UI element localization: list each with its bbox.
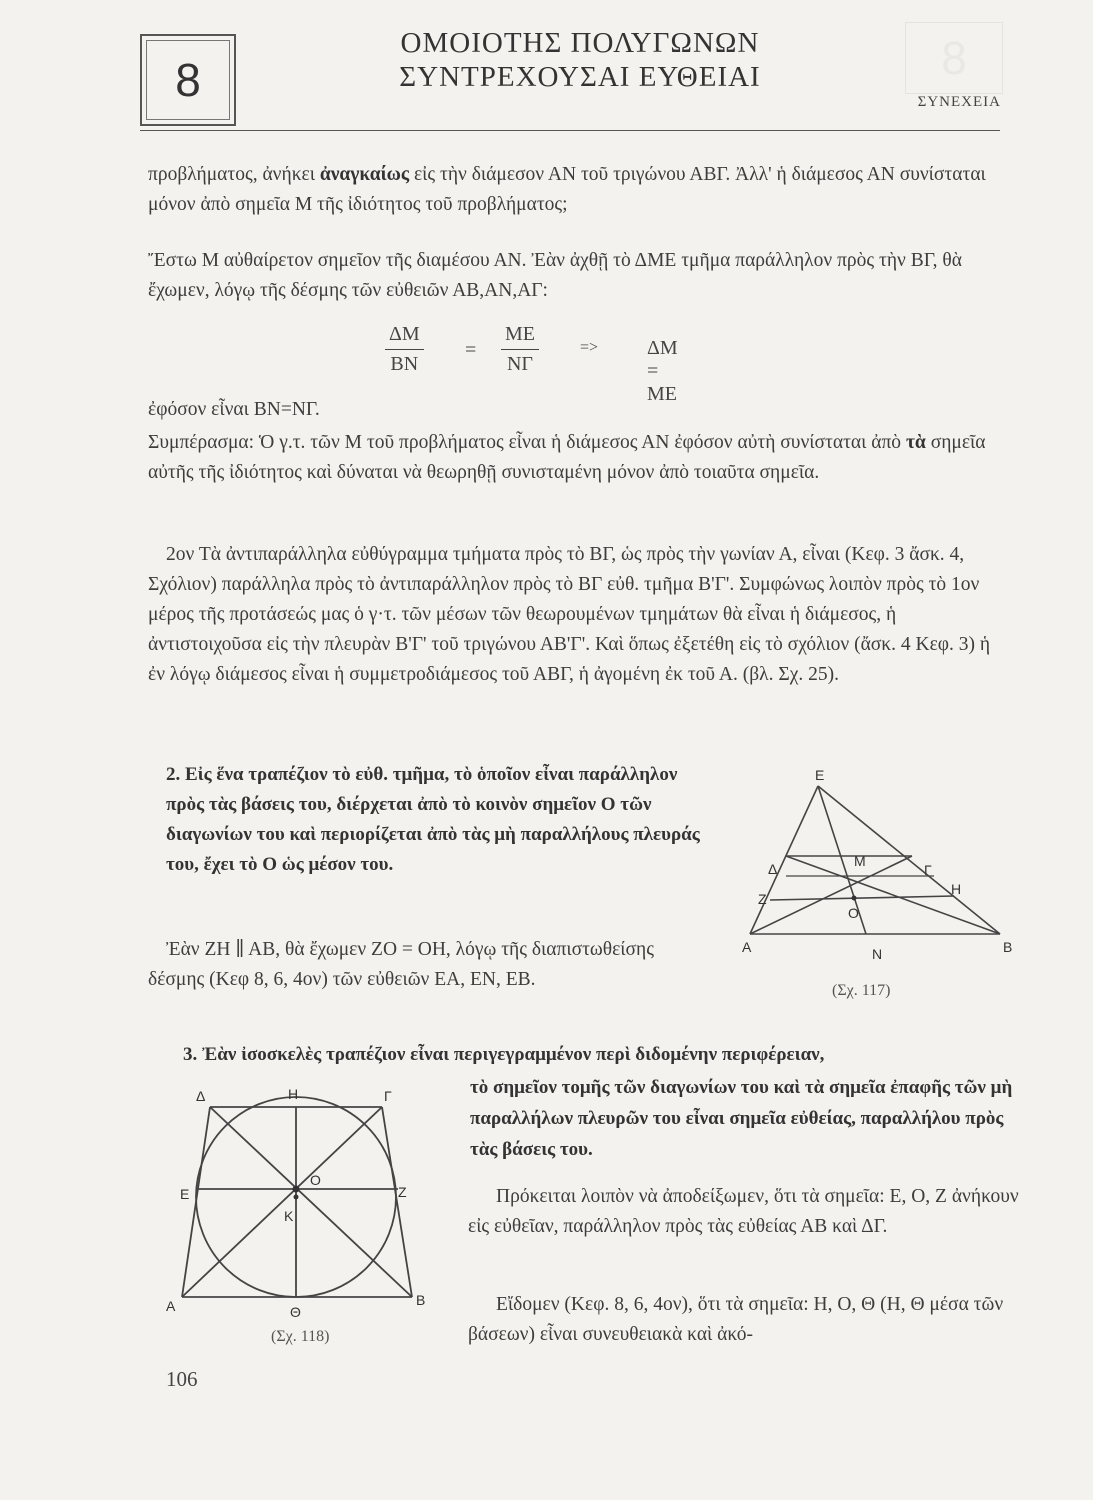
- fig117-side-ea: [750, 786, 818, 934]
- p4-text-b: σημεῖα αὐτῆς τῆς ἰδιότητος καὶ δύναται νὰ θεωρηθῇ συνισταμένη μόνον ἀπὸ τοιαῦτα σημεῖα.: [148, 432, 986, 483]
- fig117-line-zh: [770, 896, 954, 900]
- fraction-1-bar: [385, 349, 424, 350]
- fraction-2-numerator: ΜΕ: [505, 323, 535, 345]
- figure-117-caption: (Σχ. 117): [832, 982, 891, 999]
- fraction-2-bar: [501, 349, 539, 350]
- fig118-label-d: Δ: [196, 1088, 206, 1104]
- paragraph-8: Εἴδομεν (Κεφ. 8, 6, 4ον), ὅτι τὰ σημεῖα: Η, Ο, Θ (Η, Θ μέσα τῶν βάσεων) εἶναι συνευθειακὰ καὶ ἀκό-: [468, 1294, 1004, 1345]
- p1-text-b: εἰς τὴν διάμεσον ΑΝ τοῦ τριγώνου ΑΒΓ. Ἀλλ' ἡ διάμεσος ΑΝ συνίσταται μόνον ἀπὸ σημεῖα Μ τῆς ἰδιότητος τοῦ προβλήματος;: [148, 164, 986, 215]
- fig118-side-bg: [382, 1107, 412, 1297]
- fraction-1-denominator: ΒΝ: [390, 353, 419, 375]
- problem-3-rest: τὸ σημεῖον τομῆς τῶν διαγωνίων του καὶ τὰ σημεῖα ἐπαφῆς τῶν μὴ παραλλήλων πλευρῶν του εἶναι σημεῖα εὐθείας, παραλλήλου πρὸς τὰς βάσεις του.: [470, 1077, 1013, 1160]
- implies-arrow: =>: [580, 339, 599, 356]
- figure-117: [738, 764, 1028, 974]
- fig117-label-h: Η: [951, 881, 962, 897]
- p4-text-a: Συμπέρασμα: Ὁ γ.τ. τῶν Μ τοῦ προβλήματος εἶναι ἡ διάμεσος ΑΝ ἐφόσον αὐτὴ συνίσταται ἀπὸ: [148, 432, 906, 453]
- fig117-label-e: Ε: [815, 767, 825, 783]
- fig118-diagonal-ga: [182, 1107, 382, 1297]
- figure-118: [160, 1085, 450, 1325]
- fig118-label-a: Α: [166, 1298, 176, 1314]
- paragraph-3: ἐφόσον εἶναι ΒΝ=ΝΓ.: [148, 399, 320, 420]
- problem-2: 2. Εἰς ἕνα τραπέζιον τὸ εὐθ. τμῆμα, τὸ ὁποῖον εἶναι παράλληλον πρὸς τὰς βάσεις του, διέρχεται ἀπὸ τὸ κοινὸν σημεῖον Ο τῶν διαγωνίων του καὶ περιορίζεται ἀπὸ τὰς μὴ παραλλήλους πλευράς του, ἔχει τὸ Ο ὡς μέσον του.: [166, 764, 700, 875]
- header-rule: [140, 130, 1000, 131]
- paragraph-5: 2ον Τὰ ἀντιπαράλληλα εὐθύγραμμα τμήματα πρὸς τὸ ΒΓ, ὡς πρὸς τὴν γωνίαν Α, εἶναι (Κεφ. 3 ἄσκ. 4, Σχόλιον) παράλληλα πρὸς τὸ ἀντιπαράλληλον πρὸς τὸ ΒΓ εὐθ. τμῆμα Β'Γ'. Συμφώνως λοιπὸν πρὸς τὸ 1ον μέρος τῆς προτάσεώς μας ὁ γ·τ. τῶν μέσων τῶν θεωρουμένων τμημάτων θὰ εἶναι ἡ διάμεσος, ἡ ἀντιστοιχοῦσα εἰς τὴν πλευρὰν Β'Γ' τοῦ τριγώνου ΑΒ'Γ'. Καὶ ὅπως ἐξετέθη εἰς τὸ σχόλιον (ἄσκ. 4 Κεφ. 3) ἡ ἐν λόγῳ διάμεσος εἶναι ἡ συμμετροδιάμεσος τοῦ ΑΒΓ, ἡ ἀγομένη ἐκ τοῦ Α. (βλ. Σχ. 25).: [148, 544, 991, 685]
- fig118-label-o: Ο: [310, 1172, 321, 1188]
- title-line-1: ΟΜΟΙΟΤΗΣ ΠΟΛΥΓΩΝΩΝ: [400, 27, 760, 59]
- fig117-label-b: Β: [1003, 939, 1013, 955]
- continued-label: ΣΥΝΕΧΕΙΑ: [917, 94, 1001, 110]
- paragraph-4: [148, 428, 993, 488]
- fraction-1: [385, 323, 424, 376]
- figure-118-caption: (Σχ. 118): [271, 1328, 330, 1345]
- fig118-label-e: Ε: [180, 1186, 190, 1202]
- p1-bold: ἀναγκαίως: [319, 164, 410, 185]
- fig118-label-k: Κ: [284, 1208, 294, 1224]
- fig117-label-z: Ζ: [758, 891, 767, 907]
- paragraph-6: Ἐὰν ΖΗ ∥ ΑΒ, θὰ ἔχωμεν ΖΟ = ΟΗ, λόγῳ τῆς διαπιστωθείσης δέσμης (Κεφ 8, 6, 4ον) τῶν εὐθειῶν ΕΑ, ΕΝ, ΕΒ.: [148, 939, 654, 990]
- fig118-label-b: Β: [416, 1292, 426, 1308]
- fig117-label-o: Ο: [848, 905, 859, 921]
- p4-bold: τὰ: [905, 432, 926, 453]
- fig118-diagonal-db: [210, 1107, 412, 1297]
- fig118-label-z: Ζ: [398, 1184, 407, 1200]
- paragraph-2: Ἔστω Μ αὐθαίρετον σημεῖον τῆς διαμέσου ΑΝ. Ἐὰν ἀχθῇ τὸ ΔΜΕ τμῆμα παράλληλον πρὸς τὴν ΒΓ, θὰ ἔχωμεν, λόγῳ τῆς δέσμης τῶν εὐθειῶν ΑΒ,ΑΝ,ΑΓ:: [148, 250, 962, 301]
- page-title: [340, 26, 820, 94]
- fig117-label-n: Ν: [872, 946, 883, 962]
- paragraph-7: Πρόκειται λοιπὸν νὰ ἀποδείξωμεν, ὅτι τὰ σημεῖα: Ε, Ο, Ζ ἀνήκουν εἰς εὐθεῖαν, παράλληλον πρὸς τὰς εὐθείας ΑΒ καὶ ΔΓ.: [468, 1186, 1019, 1237]
- fig117-diagonal-db: [786, 856, 1000, 934]
- fig117-label-d: Δ: [768, 861, 778, 877]
- chapter-number-ghost: 8: [905, 22, 1003, 94]
- fig118-label-th: Θ: [290, 1304, 301, 1320]
- page-number: 106: [166, 1367, 198, 1391]
- fig117-label-m: Μ: [854, 853, 866, 869]
- chapter-number-box: [140, 34, 236, 126]
- fraction-1-numerator: ΔΜ: [389, 323, 420, 345]
- equals-sign: =: [465, 339, 477, 361]
- fraction-2: [501, 323, 539, 376]
- formula-result: ΔΜ = ΜΕ: [647, 337, 678, 405]
- fig118-label-h: Η: [288, 1086, 299, 1102]
- fig117-label-a: Α: [742, 939, 752, 955]
- fig118-point-o: [293, 1186, 300, 1193]
- fig118-point-k: [294, 1195, 299, 1200]
- p1-text-a: προβλήματος, ἀνήκει: [148, 164, 320, 185]
- title-line-2: ΣΥΝΤΡΕΧΟΥΣΑΙ ΕΥΘΕΙΑΙ: [399, 61, 761, 93]
- fig117-label-g: Γ: [924, 862, 932, 878]
- paragraph-1: [148, 160, 993, 220]
- fraction-2-denominator: ΝΓ: [506, 353, 533, 375]
- chapter-number: 8: [146, 40, 230, 120]
- problem-3-line-1: 3. Ἐὰν ἰσοσκελὲς τραπέζιον εἶναι περιγεγραμμένον περὶ διδομένην περιφέρειαν,: [183, 1044, 825, 1065]
- fig118-label-g: Γ: [384, 1088, 392, 1104]
- fig117-side-eb: [818, 786, 1000, 934]
- fig117-point-o: [852, 896, 857, 901]
